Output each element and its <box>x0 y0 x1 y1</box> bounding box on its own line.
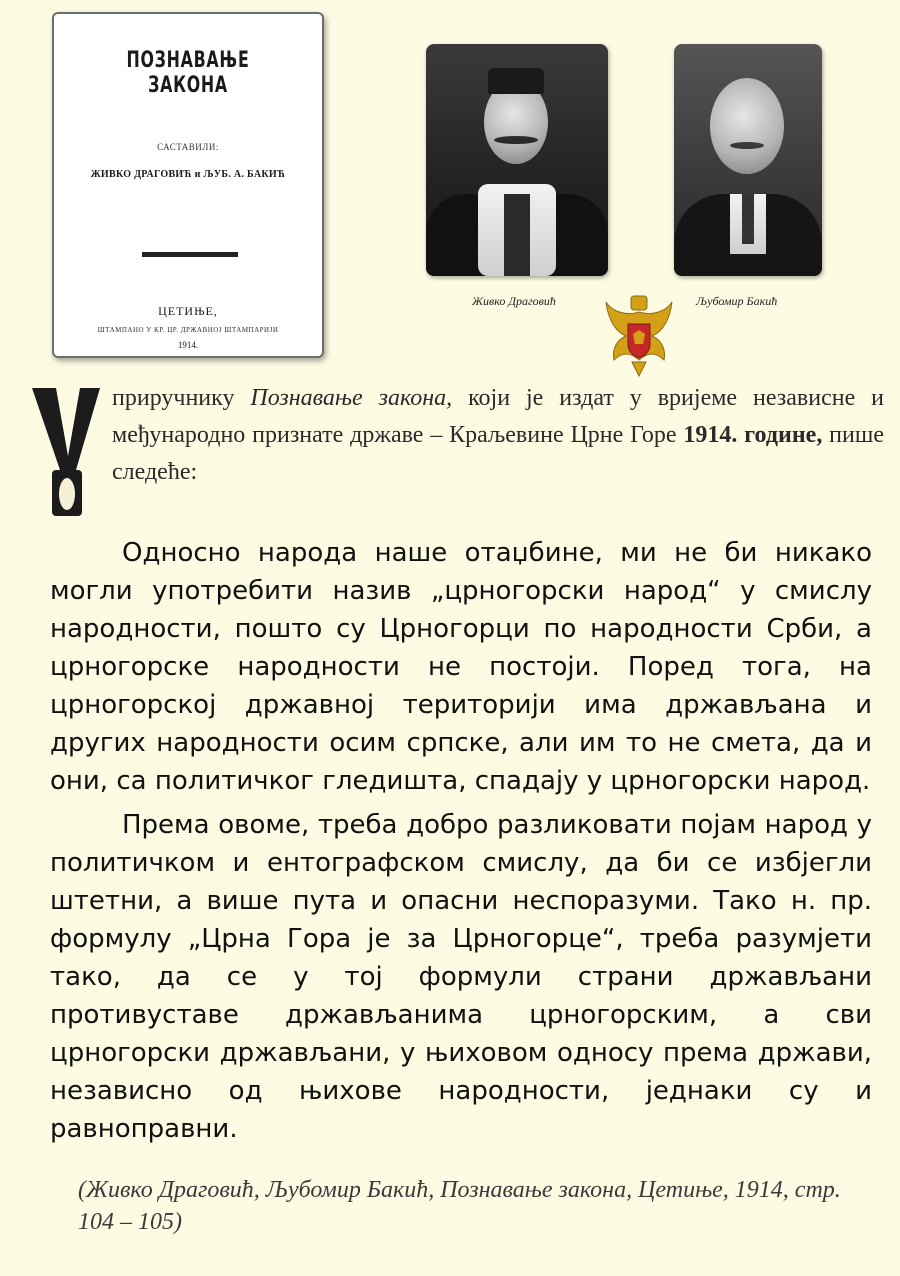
cover-composed-by: САСТАВИЛИ: <box>157 142 219 152</box>
citation: (Живко Драговић, Љубомир Бакић, Познавање закона, Цетиње, 1914, стр. 104 – 105) <box>78 1177 841 1235</box>
intro-text-before: приручнику <box>112 385 251 411</box>
cover-title: ПОЗНАВАЊЕ ЗАКОНА <box>126 48 250 98</box>
coat-of-arms-icon <box>602 290 676 380</box>
portrait-man-in-montenegrin-costume-icon <box>426 44 608 276</box>
intro-text-middle: који је издат у вријеме независне и међународно признате државе – Краљевине Црне Горе <box>112 385 885 448</box>
quote-paragraph-1: Односно народа наше отаџбине, ми не би никако могли употребити назив „црногорски народ“ у смислу народности, пошто су Црногорци по народности Срби, а црногорске народности не постоји. Поред тога, на црногорској државној територији има држављана и других народности осим српске, али им то не смета, да и они, са политичког гледишта, спадају у црногорски народ. <box>50 538 872 796</box>
cover-city: ЦЕТИЊЕ, <box>158 304 218 318</box>
cover-printer: ШТАМПАНО У КР. ЦР. ДРЖАВНОЈ ШТАМПАРИЈИ <box>97 326 279 334</box>
cover-year: 1914. <box>177 340 199 350</box>
drop-cap-letter-icon <box>30 386 102 518</box>
quote-paragraph-2: Према овоме, треба добро разликовати појам народ у политичком и ентографском смислу, да би се избјегли штетни, а више пута и опасни неспоразуми. Тако н. пр. формулу „Црна Гора је за Црногорце“, треба разумјети тако, да се у тој формули страни држављани противуставе држављанима црногорским, а сви црногорски држављани, у њиховом односу према држави, независно од њихове народности, једнаки су и равноправни. <box>50 810 872 1144</box>
intro-book-title: Познавање закона, <box>250 385 453 411</box>
intro-text-after: пише следеће: <box>112 422 884 485</box>
cover-ornament-rule <box>142 252 238 257</box>
book-cover-image <box>52 12 324 358</box>
cover-authors: ЖИВКО ДРАГОВИЋ и ЉУБ. А. БАКИЋ <box>90 169 286 180</box>
intro-paragraph <box>112 380 884 491</box>
quoted-text <box>50 534 872 1148</box>
intro-year: 1914. године, <box>683 422 823 448</box>
portrait-caption-bakic: Љубомир Бакић <box>696 294 778 308</box>
portrait-caption-dragovic: Живко Драговић <box>472 294 556 308</box>
portrait-man-in-suit-icon <box>674 44 822 276</box>
